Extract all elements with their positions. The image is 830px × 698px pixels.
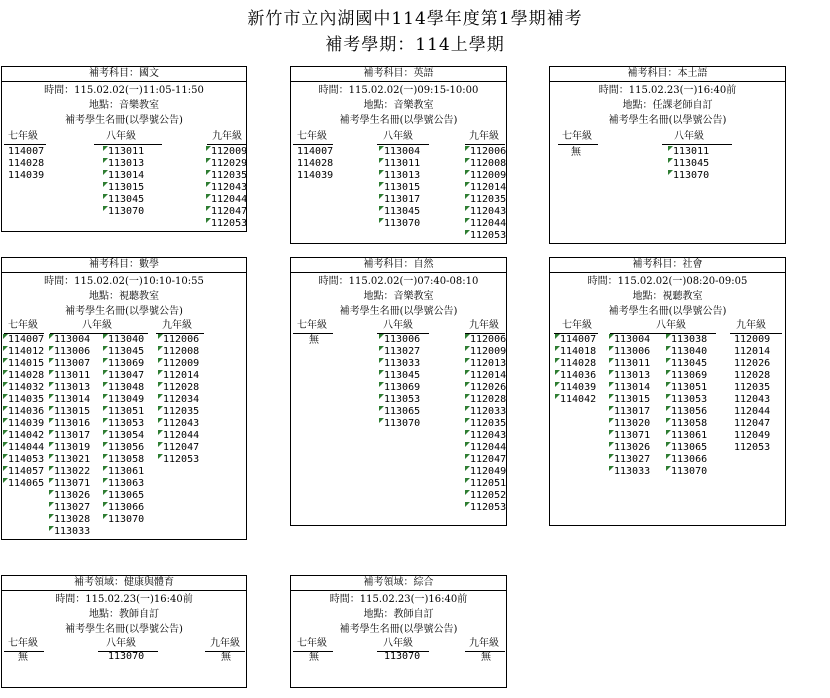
grade8-label: 八年級 [383,320,413,331]
grade7-list [18,652,28,664]
grade8-list [382,146,420,230]
grade8-label: 八年級 [106,638,136,649]
student-id: 113056 [108,442,145,453]
grade7-label: 七年級 [297,320,327,331]
student-id: 113013 [54,382,91,393]
student-id: 113033 [54,526,91,537]
student-id: 112043 [163,418,200,429]
subject-title: 補考科目：國文 [2,67,246,82]
student-id: 114012 [8,346,45,357]
student-id: 112044 [734,406,771,417]
student-id: 113019 [54,442,91,453]
student-id: 114028 [8,158,45,169]
student-id: 112035 [211,170,248,181]
student-id: 112053 [211,218,248,229]
list-title: 補考學生名冊(以學號公告) [65,115,183,126]
student-id: 114018 [560,346,597,357]
student-id: 113045 [108,194,145,205]
student-id: 113016 [54,418,91,429]
grade8-label: 八年級 [106,131,136,142]
grade9-list [221,652,231,664]
student-id: 113013 [614,370,651,381]
student-id: 113071 [614,430,651,441]
student-id: 112044 [470,218,507,229]
student-id: 112035 [470,194,507,205]
student-id: 113045 [384,206,421,217]
grade7-underline [293,333,333,334]
student-id: 114007 [297,146,334,157]
student-id: 112047 [734,418,771,429]
subject-title: 補考科目：數學 [2,258,246,273]
grade9-label: 九年級 [212,131,242,142]
student-id: 114039 [560,382,597,393]
grade7-label: 七年級 [297,131,327,142]
student-id: 113006 [54,346,91,357]
grade7-list [571,147,581,159]
student-id: 114044 [8,442,45,453]
student-id: 113017 [614,406,651,417]
student-id: 112053 [734,442,771,453]
student-id: 114053 [8,454,45,465]
student-id: 113045 [671,358,708,369]
student-id: 112035 [734,382,771,393]
student-id: 114039 [297,170,334,181]
student-id: 113065 [384,406,421,417]
grade7-list [309,652,319,664]
grade9-label: 九年級 [210,638,240,649]
grade7-label: 七年級 [8,638,38,649]
student-id: 114007 [8,334,45,345]
student-id: 113051 [671,382,708,393]
student-id: 113006 [614,346,651,357]
grade8-underline [377,144,429,145]
student-id: 113070 [108,514,145,525]
student-id: 113069 [108,358,145,369]
grade8-label: 八年級 [674,131,704,142]
student-id: 113045 [384,370,421,381]
student-id: 113033 [614,466,651,477]
card-math [1,257,247,540]
student-id: 113049 [108,394,145,405]
grade7-underline [558,144,598,145]
student-id: 112047 [211,206,248,217]
student-id: 114007 [560,334,597,345]
student-id: 113013 [108,158,145,169]
student-id: 112006 [163,334,200,345]
student-id: 113047 [108,370,145,381]
student-id: 113065 [108,490,145,501]
student-id: 112006 [470,146,507,157]
student-id: 113014 [54,394,91,405]
grade8-list [106,651,144,663]
grade9-underline [465,144,505,145]
student-id: 113004 [54,334,91,345]
list-title: 補考學生名冊(以學號公告) [65,624,183,635]
student-id: 113015 [54,406,91,417]
grade7-underline [4,144,46,145]
exam-place: 地點：視聽教室 [89,291,159,302]
student-id: 112028 [470,394,507,405]
subject-title: 補考領域：健康與體育 [2,576,246,591]
student-id: 113058 [671,418,708,429]
student-id: 113038 [671,334,708,345]
student-id: 112033 [470,406,507,417]
student-id: 114007 [8,146,45,157]
subject-title: 補考科目：社會 [550,258,785,273]
student-id: 114036 [8,406,45,417]
exam-time: 時間：115.02.02(一)08:20-09:05 [587,276,748,287]
student-id: 113014 [614,382,651,393]
student-id: 113015 [384,182,421,193]
grade8-list-a [612,334,650,478]
student-id: 113061 [671,430,708,441]
student-id: 112014 [470,182,507,193]
list-title: 補考學生名冊(以學號公告) [339,306,458,317]
card-social [549,257,786,526]
student-id: 113027 [614,454,651,465]
grade9-list [209,146,247,230]
student-id: 114039 [8,418,45,429]
student-id: 113066 [671,454,708,465]
student-id: 113040 [108,334,145,345]
grade7-underline [293,144,333,145]
student-id: 112049 [470,466,507,477]
student-id: 113011 [673,146,710,157]
list-title: 補考學生名冊(以學號公告) [339,115,458,126]
student-id: 112051 [470,478,507,489]
grade9-list [161,334,199,466]
student-id: 114036 [560,370,597,381]
student-id: 112043 [734,394,771,405]
student-id: 112043 [211,182,248,193]
student-id: 114057 [8,466,45,477]
exam-time: 時間：115.02.23(一)16:40前 [55,594,193,605]
card-science [290,257,507,526]
student-id: 112014 [734,346,771,357]
grade8-underline [94,144,162,145]
exam-place: 地點：教師自訂 [363,609,434,620]
student-id: 112009 [734,334,771,345]
exam-place: 地點：音樂教室 [363,100,434,111]
student-id: 114065 [8,478,45,489]
grade7-list [309,335,319,347]
student-id: 113058 [108,454,145,465]
grade9-label: 九年級 [162,320,192,331]
student-id: 112047 [163,442,200,453]
student-id: 113054 [108,430,145,441]
student-id: 113070 [108,206,145,217]
exam-place: 地點：任課老師自訂 [622,100,713,111]
list-title: 補考學生名冊(以學號公告) [65,306,183,317]
student-id: 113011 [108,146,145,157]
student-id: 113070 [384,218,421,229]
card-english [290,66,507,244]
grade9-label: 九年級 [736,320,766,331]
student-id: 113065 [671,442,708,453]
exam-time: 時間：115.02.23(一)16:40前 [329,594,468,605]
student-id: 112035 [470,418,507,429]
list-title: 補考學生名冊(以學號公告) [339,624,458,635]
grade7-label: 七年級 [8,131,38,142]
student-id: 112047 [470,454,507,465]
student-id: 112009 [470,346,507,357]
student-id: 113026 [54,490,91,501]
student-id: 113070 [108,651,145,662]
exam-time: 時間：115.02.02(一)11:05-11:50 [44,85,204,96]
student-id: 113070 [384,651,421,662]
student-id: 112013 [470,358,507,369]
subject-title: 補考科目：自然 [291,258,506,273]
student-id: 113040 [671,346,708,357]
student-id: 113045 [108,346,145,357]
student-id: 114032 [8,382,45,393]
exam-time: 時間：115.02.23(一)16:40前 [598,85,737,96]
card-health-pe [1,575,247,688]
no-students-mark: 無 [481,652,491,663]
student-id: 112008 [163,346,200,357]
student-id: 112034 [163,394,200,405]
grade7-label: 七年級 [297,638,327,649]
grade7-label: 七年級 [562,320,592,331]
grade8-list-a [52,334,90,538]
page-title: 新竹市立內湖國中114學年度第1學期補考 [247,9,583,29]
grade8-underline [662,144,732,145]
grade8-list [382,334,420,430]
page-subtitle: 補考學期：114上學期 [325,35,505,55]
student-id: 113011 [54,370,91,381]
student-id: 114042 [8,430,45,441]
list-title: 補考學生名冊(以學號公告) [608,115,727,126]
no-students-mark: 無 [221,652,231,663]
exam-place: 地點：視聽教室 [632,291,703,302]
grade9-list [481,652,491,664]
grade8-label: 八年級 [383,638,413,649]
student-id: 112029 [211,158,248,169]
student-id: 113070 [384,418,421,429]
student-id: 112009 [211,146,248,157]
student-id: 113004 [384,146,421,157]
grade8-list [382,651,420,663]
student-id: 112044 [470,442,507,453]
student-id: 112028 [163,382,200,393]
student-id: 113022 [54,466,91,477]
grade9-list [468,334,506,514]
student-id: 114042 [560,394,597,405]
student-id: 113033 [384,358,421,369]
student-id: 113053 [671,394,708,405]
grade8-list [106,146,144,218]
exam-place: 地點：音樂教室 [363,291,434,302]
student-id: 113053 [384,394,421,405]
subject-title: 補考領域：綜合 [291,576,506,591]
student-id: 113028 [54,514,91,525]
subject-title: 補考科目：英語 [291,67,506,82]
student-id: 113020 [614,418,651,429]
grade7-list [6,146,44,182]
student-id: 112006 [470,334,507,345]
student-id: 112008 [470,158,507,169]
student-id: 113070 [673,170,710,181]
no-students-mark: 無 [309,652,319,663]
student-id: 113066 [108,502,145,513]
student-id: 112043 [470,206,507,217]
card-native-language [549,66,786,244]
exam-place: 地點：音樂教室 [89,100,159,111]
grade8-list-b [669,334,707,478]
student-id: 113017 [54,430,91,441]
grade9-underline [207,144,247,145]
grade8-list [671,146,709,182]
student-id: 112014 [163,370,200,381]
student-id: 113056 [671,406,708,417]
student-id: 112028 [734,370,771,381]
grade7-list [295,146,333,182]
student-id: 112052 [470,490,507,501]
subject-title: 補考科目：本土語 [550,67,785,82]
grade9-label: 九年級 [469,131,499,142]
grade8-label: 八年級 [656,320,686,331]
exam-time: 時間：115.02.02(一)09:15-10:00 [318,85,479,96]
student-id: 113017 [384,194,421,205]
student-id: 113014 [108,170,145,181]
student-id: 113021 [54,454,91,465]
student-id: 113013 [384,170,421,181]
student-id: 112009 [163,358,200,369]
student-id: 113071 [54,478,91,489]
student-id: 113027 [54,502,91,513]
student-id: 112026 [470,382,507,393]
grade7-label: 七年級 [8,320,38,331]
student-id: 113061 [108,466,145,477]
exam-time: 時間：115.02.02(一)07:40-08:10 [318,276,479,287]
grade8-list-b [106,334,144,526]
student-id: 113015 [614,394,651,405]
student-id: 113045 [673,158,710,169]
student-id: 114028 [8,370,45,381]
grade7-label: 七年級 [562,131,592,142]
student-id: 112049 [734,430,771,441]
student-id: 112044 [211,194,248,205]
no-students-mark: 無 [18,652,28,663]
student-id: 113069 [384,382,421,393]
student-id: 114028 [560,358,597,369]
student-id: 113053 [108,418,145,429]
no-students-mark: 無 [309,335,319,346]
grade7-list [558,334,596,406]
grade9-label: 九年級 [469,638,499,649]
student-id: 113006 [384,334,421,345]
student-id: 114028 [297,158,334,169]
student-id: 112035 [163,406,200,417]
grade9-list [468,146,506,242]
student-id: 112044 [163,430,200,441]
student-id: 113011 [614,358,651,369]
student-id: 113051 [108,406,145,417]
exam-place: 地點：教師自訂 [89,609,159,620]
student-id: 113070 [671,466,708,477]
student-id: 113026 [614,442,651,453]
student-id: 112014 [470,370,507,381]
student-id: 112053 [163,454,200,465]
student-id: 112053 [470,230,507,241]
student-id: 113015 [108,182,145,193]
student-id: 114035 [8,394,45,405]
list-title: 補考學生名冊(以學號公告) [608,306,727,317]
student-id: 113011 [384,158,421,169]
exam-time: 時間：115.02.02(一)10:10-10:55 [44,276,204,287]
grade9-label: 九年級 [469,320,499,331]
student-id: 114039 [8,170,45,181]
student-id: 112043 [470,430,507,441]
grade9-list [732,334,770,454]
student-id: 113007 [54,358,91,369]
no-students-mark: 無 [571,147,581,158]
card-integrated [290,575,507,688]
student-id: 112053 [470,502,507,513]
grade8-label: 八年級 [383,131,413,142]
student-id: 113048 [108,382,145,393]
student-id: 113069 [671,370,708,381]
card-chinese [1,66,247,232]
student-id: 114015 [8,358,45,369]
student-id: 113027 [384,346,421,357]
student-id: 112026 [734,358,771,369]
student-id: 112009 [470,170,507,181]
student-id: 113063 [108,478,145,489]
grade7-list [6,334,44,490]
grade8-label: 八年級 [82,320,112,331]
student-id: 113004 [614,334,651,345]
